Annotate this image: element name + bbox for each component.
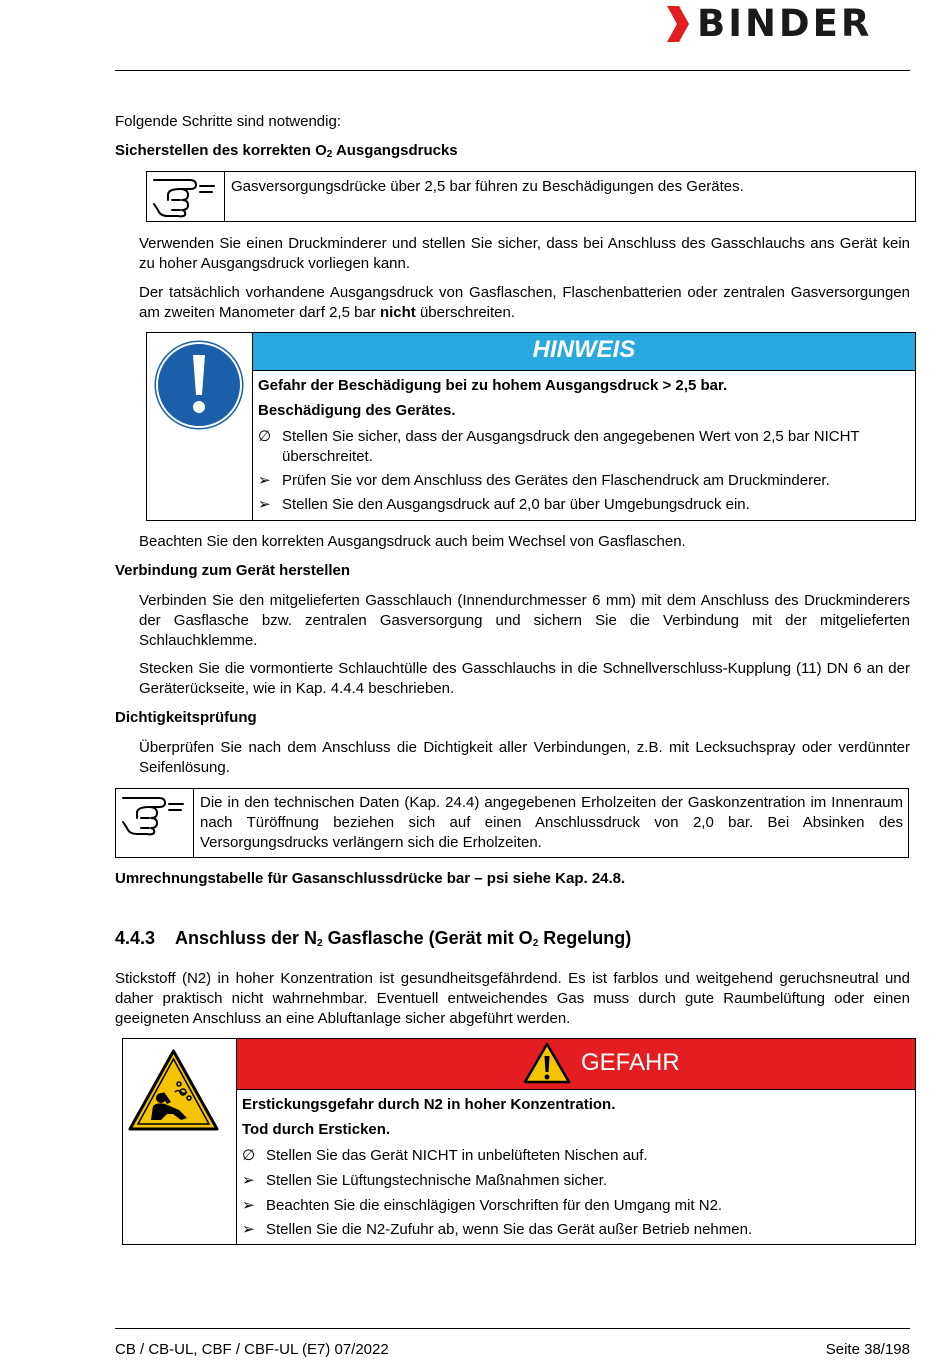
warning-triangle-icon <box>523 1042 571 1084</box>
gefahr-bullet-text: Stellen Sie Lüftungstechnische Maßnahmen sicher. <box>266 1172 608 1189</box>
footer-doc-id: CB / CB-UL, CBF / CBF-UL (E7) 07/2022 <box>115 1341 389 1358</box>
binder-logo-mark-icon <box>665 6 691 42</box>
section-title: Anschluss der $N_2$ Gasflasche (Gerät mit $O_2$ Regelung) <box>175 928 632 949</box>
note-box-recovery-divider <box>193 788 194 858</box>
pointing-hand-icon <box>119 792 187 836</box>
hinweis-label: HINWEIS <box>253 333 915 370</box>
gefahr-bullet <box>242 1196 902 1216</box>
gefahr-bullet <box>242 1220 902 1240</box>
gefahr-band <box>237 1039 915 1089</box>
arrow-bullet-icon: ➢ <box>258 496 271 513</box>
arrow-bullet-icon: ➢ <box>242 1172 255 1189</box>
conversion-text: Umrechnungstabelle für Gasanschlussdrücke bar – psi siehe Kap. 24.8. <box>115 870 626 887</box>
exclamation-mandatory-icon <box>153 339 245 431</box>
pointing-hand-icon <box>150 174 218 218</box>
logo-text: BINDER <box>697 2 873 45</box>
gefahr-bullet-text: Stellen Sie die N2-Zufuhr ab, wenn Sie das Gerät außer Betrieb nehmen. <box>266 1221 753 1238</box>
arrow-bullet-icon: ➢ <box>242 1221 255 1238</box>
gefahr-line2: Tod durch Ersticken. <box>242 1121 391 1138</box>
note-recovery-text: Die in den technischen Daten (Kap. 24.4) angegebenen Erholzeiten der Gaskonzentration im Innenraum nach Türöffnung beziehen sich auf einen Anschlussdruck von 2,0 bar. Bei Absinken des Versorgungsdrucks verlängern sich die Erholzeiten. <box>200 794 903 851</box>
hinweis-line2: Beschädigung des Gerätes. <box>258 402 456 419</box>
footer-page-number: Seite 38/198 <box>825 1341 910 1358</box>
intro-text: Folgende Schritte sind notwendig: <box>115 113 341 130</box>
arrow-bullet-icon: ➢ <box>258 472 271 489</box>
hinweis-bullet-text: Prüfen Sie vor dem Anschluss des Gerätes den Flaschendruck am Druckminderer. <box>282 472 830 489</box>
hinweis-bullet-text: Stellen Sie sicher, dass der Ausgangsdruck den angegebenen Wert von 2,5 bar NICHT überschreitet. <box>282 428 860 465</box>
arrow-bullet-icon: ➢ <box>242 1197 255 1214</box>
step1-para2: Der tatsächlich vorhandene Ausgangsdruck von Gasflaschen, Flaschenbatterien oder zentralen Gasversorgungen am zweiten Manometer darf 2,5 bar nicht überschreiten. <box>139 284 910 321</box>
note-pressure-text: Gasversorgungsdrücke über 2,5 bar führen zu Beschädigungen des Gerätes. <box>231 178 744 195</box>
step1-para1: Verwenden Sie einen Druckminderer und stellen Sie sicher, dass bei Anschluss des Gasschlauchs ans Gerät kein zu hoher Ausgangsdruck vorliegen kann. <box>139 235 910 272</box>
hinweis-band-rule <box>252 370 916 371</box>
hinweis-bullet-text: Stellen Sie den Ausgangsdruck auf 2,0 bar über Umgebungsdruck ein. <box>282 496 750 513</box>
step3-heading: Dichtigkeitsprüfung <box>115 709 257 726</box>
prohibited-icon: ∅ <box>258 428 272 445</box>
hinweis-bullet <box>258 495 908 515</box>
gefahr-bullet <box>242 1146 902 1166</box>
section-intro: Stickstoff (N2) in hoher Konzentration ist gesundheitsgefährdend. Es ist farblos und weitgehend geruchsneutral und daher praktisch nicht wahrnehmbar. Eventuell entweichendes Gas muss durch gute Raumbelüftung oder einen geeigneten Anschluss an eine Abluftanlage sicher abgeführt werden. <box>115 970 910 1027</box>
hinweis-line1: Gefahr der Beschädigung bei zu hohem Ausgangsdruck > 2,5 bar. <box>258 377 728 394</box>
gefahr-band-rule <box>236 1089 916 1090</box>
prohibited-icon: ∅ <box>242 1147 256 1164</box>
hinweis-bullet <box>258 427 908 467</box>
note-box-divider <box>224 171 225 222</box>
binder-logo <box>665 2 910 45</box>
footer-rule <box>115 1328 910 1329</box>
step3-para1: Überprüfen Sie nach dem Anschluss die Dichtigkeit aller Verbindungen, z.B. mit Lecksuchspray oder verdünnter Seifenlösung. <box>139 739 910 776</box>
asphyxiation-warning-icon <box>127 1048 220 1132</box>
gefahr-bullet-text: Stellen Sie das Gerät NICHT in unbelüfteten Nischen auf. <box>266 1147 648 1164</box>
gefahr-line1: Erstickungsgefahr durch N2 in hoher Konzentration. <box>242 1096 616 1113</box>
bottle-change-text: Beachten Sie den korrekten Ausgangsdruck auch beim Wechsel von Gasflaschen. <box>139 533 686 550</box>
step1-heading: Sicherstellen des korrekten $O_2$ Ausgangsdrucks <box>115 142 458 160</box>
gefahr-bullet-text: Beachten Sie die einschlägigen Vorschriften für den Umgang mit N2. <box>266 1197 723 1214</box>
step2-para2: Stecken Sie die vormontierte Schlauchtülle des Gasschlauchs in die Schnellverschluss-Kupplung (11) DN 6 an der Geräterückseite, wie in Kap. 4.4.4 beschrieben. <box>139 660 910 697</box>
hinweis-bullet <box>258 471 908 491</box>
header-rule <box>115 70 910 71</box>
section-number: 4.4.3 <box>115 928 156 948</box>
step2-para1: Verbinden Sie den mitgelieferten Gasschlauch (Innendurchmesser 6 mm) mit dem Anschluss des Druckminderers der Gasflasche bzw. zentralen Gasversorgung und sichern Sie die Verbindung mit der mitgelieferten Schlauchklemme. <box>139 592 910 649</box>
gefahr-label: GEFAHR <box>581 1049 680 1076</box>
gefahr-bullet <box>242 1171 902 1191</box>
step2-heading: Verbindung zum Gerät herstellen <box>115 562 351 579</box>
